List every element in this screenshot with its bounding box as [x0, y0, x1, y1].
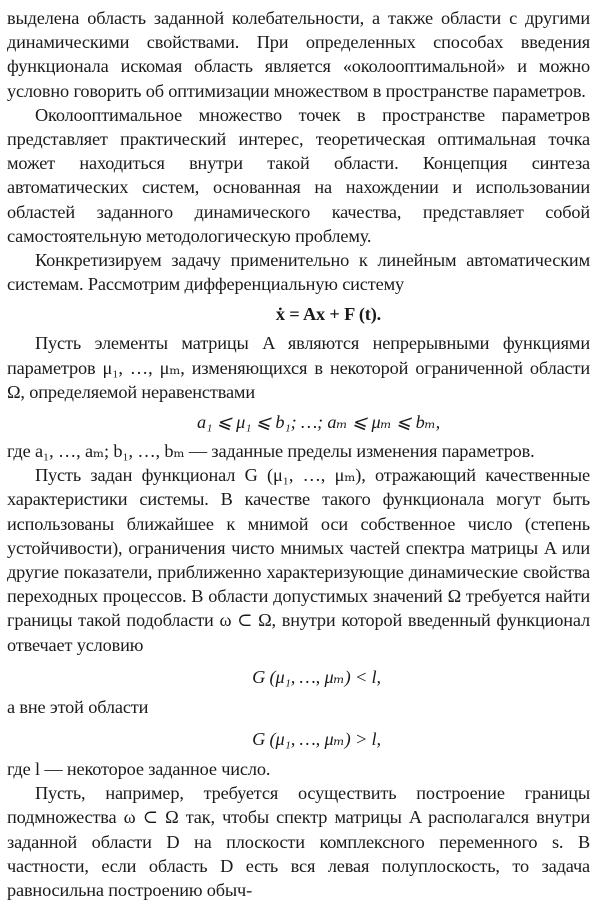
- formula-differential-system: ẋ = Ax + F (t).: [275, 304, 382, 325]
- paragraph-8: где l — некоторое заданное число.: [7, 759, 271, 780]
- paragraph-7: а вне этой области: [7, 696, 149, 717]
- paragraph-3: Конкретизируем задачу применительно к линейным автоматическим системам. Рассмотрим дифференциальную систему: [7, 250, 590, 295]
- paragraph-1: выделена область заданной колебательности, а также области с другими динамическими свойствами. При определенных способах введения функционала искомая область является «околооптимальной» и можно условно говорить об оптимизации множеством в пространстве параметров.: [7, 8, 590, 101]
- formula-parameter-bounds: a₁ ⩽ μ₁ ⩽ b₁; …; aₘ ⩽ μₘ ⩽ bₘ,: [196, 412, 441, 433]
- paragraph-6: Пусть задан функционал G (μ₁, …, μₘ), отражающий качественные характеристики системы. В качестве такого функционала могут быть использованы ближайшее к мнимой оси собственное число (степень устойчивости), ограничения чисто мнимых частей спектра матрицы A или другие показатели, приближенно характеризующие динамические свойства переходных процессов. В области допустимых значений Ω требуется найти границы такой подобласти ω ⊂ Ω, внутри которой введенный функционал отвечает условию: [7, 465, 590, 655]
- paragraph-2: Околооптимальное множество точек в пространстве параметров представляет практический интерес, теоретическая оптимальная точка может находиться внутри такой области. Концепция синтеза автоматических систем, основанная на нахождении и использовании областей заданного динамического качества, представляет собой самостоятельную методологическую проблему.: [7, 104, 590, 246]
- formula-condition-outside: G (μ₁, …, μₘ) > l,: [252, 729, 381, 750]
- paragraph-4: Пусть элементы матрицы A являются непрерывными функциями параметров μ₁, …, μₘ, изменяющихся в некоторой ограниченной области Ω, определяемой неравенствами: [7, 333, 590, 402]
- paragraph-5: где a₁, …, aₘ; b₁, …, bₘ — заданные пределы изменения параметров.: [7, 441, 535, 462]
- paragraph-9: Пусть, например, требуется осуществить построение границы подмножества ω ⊂ Ω так, чтобы спектр матрицы A располагался внутри заданной области D на плоскости комплексного переменного s. В частности, если область D есть вся левая полуплоскость, то задача равносильна построению обыч-: [7, 783, 590, 901]
- formula-condition-inside: G (μ₁, …, μₘ) < l,: [252, 666, 381, 687]
